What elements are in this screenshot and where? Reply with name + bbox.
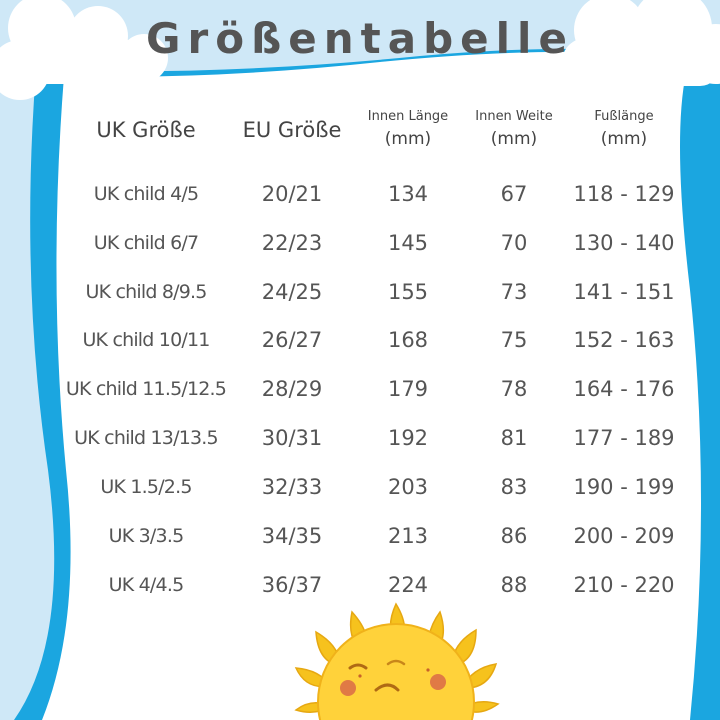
cell-inner-length: 224 — [387, 573, 429, 597]
cell-eu-size: 30/31 — [261, 426, 323, 450]
header-inner-width — [464, 106, 564, 150]
cell-uk-size: UK child 6/7 — [93, 232, 199, 254]
header-eu-size — [222, 118, 362, 142]
table-row — [0, 369, 720, 409]
cell-uk-size: UK 3/3.5 — [108, 525, 184, 547]
header-inner-length — [356, 106, 460, 150]
cell-eu-size: 20/21 — [261, 182, 323, 206]
cell-uk-size: UK 1.5/2.5 — [100, 476, 192, 498]
cell-inner-length: 145 — [387, 231, 429, 255]
cell-inner-width: 73 — [500, 280, 528, 304]
header-uk-size — [66, 118, 226, 142]
cell-inner-width: 88 — [500, 573, 528, 597]
cell-foot-length: 210 - 220 — [573, 573, 675, 597]
table-row — [0, 272, 720, 312]
cell-uk-size: UK child 4/5 — [93, 183, 199, 205]
cell-inner-width: 81 — [500, 426, 528, 450]
cell-inner-length: 203 — [387, 475, 429, 499]
cell-eu-size: 32/33 — [261, 475, 323, 499]
cell-uk-size: UK child 8/9.5 — [85, 281, 207, 303]
cell-inner-length: 213 — [387, 524, 429, 548]
page-title: Größentabelle — [146, 14, 574, 63]
cell-inner-length: 179 — [387, 377, 429, 401]
cell-uk-size: UK child 11.5/12.5 — [65, 378, 227, 400]
header-foot-length-label: Fußlänge — [594, 109, 654, 124]
header-foot-length — [570, 106, 678, 150]
header-inner-length-unit: (mm) — [384, 129, 432, 149]
header-inner-width-label: Innen Weite — [475, 109, 553, 124]
cell-uk-size: UK child 13/13.5 — [74, 427, 218, 449]
cell-inner-width: 70 — [500, 231, 528, 255]
cell-uk-size: UK child 10/11 — [82, 329, 210, 351]
table-row — [0, 418, 720, 458]
cell-uk-size: UK 4/4.5 — [108, 574, 184, 596]
cell-eu-size: 36/37 — [261, 573, 323, 597]
cell-inner-width: 67 — [500, 182, 528, 206]
cell-eu-size: 26/27 — [261, 328, 323, 352]
cell-foot-length: 164 - 176 — [573, 377, 675, 401]
cell-inner-width: 86 — [500, 524, 528, 548]
cell-inner-length: 155 — [387, 280, 429, 304]
table-row — [0, 565, 720, 605]
header-inner-width-unit: (mm) — [490, 129, 538, 149]
table-row — [0, 223, 720, 263]
cell-foot-length: 118 - 129 — [573, 182, 675, 206]
cell-foot-length: 190 - 199 — [573, 475, 675, 499]
table-row — [0, 320, 720, 360]
cell-inner-length: 168 — [387, 328, 429, 352]
header-inner-length-label: Innen Länge — [367, 109, 449, 124]
cell-foot-length: 152 - 163 — [573, 328, 675, 352]
cell-foot-length: 177 - 189 — [573, 426, 675, 450]
cell-eu-size: 24/25 — [261, 280, 323, 304]
cell-inner-length: 134 — [387, 182, 429, 206]
cell-foot-length: 130 - 140 — [573, 231, 675, 255]
cell-inner-width: 83 — [500, 475, 528, 499]
cell-foot-length: 141 - 151 — [573, 280, 675, 304]
cell-eu-size: 22/23 — [261, 231, 323, 255]
cell-eu-size: 28/29 — [261, 377, 323, 401]
header-uk-size-label: UK Größe — [96, 118, 196, 142]
table-row — [0, 467, 720, 507]
table-row — [0, 174, 720, 214]
cell-eu-size: 34/35 — [261, 524, 323, 548]
cell-inner-length: 192 — [387, 426, 429, 450]
cell-foot-length: 200 - 209 — [573, 524, 675, 548]
cell-inner-width: 78 — [500, 377, 528, 401]
table-row — [0, 516, 720, 556]
cell-inner-width: 75 — [500, 328, 528, 352]
header-eu-size-label: EU Größe — [242, 118, 342, 142]
header-foot-length-unit: (mm) — [600, 129, 648, 149]
